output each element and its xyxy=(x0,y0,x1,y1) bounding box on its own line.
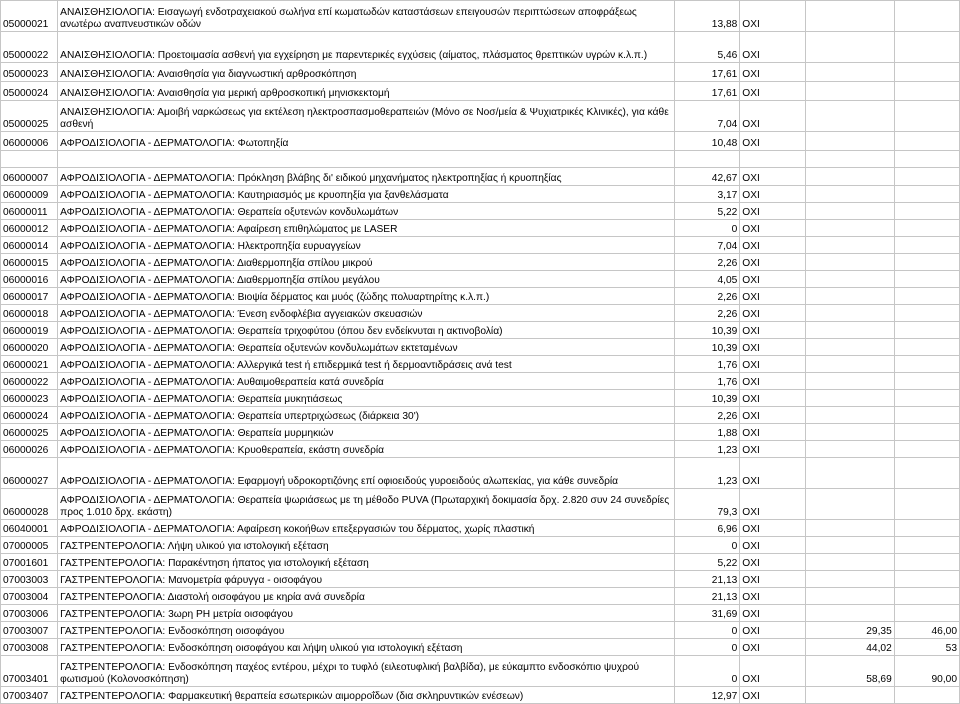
description-cell[interactable]: ΓΑΣΤΡΕΝΤΕΡΟΛΟΓΙΑ: Φαρμακευτική θεραπεία εσωτερικών αιμορροΐδων (δια σκληρυντικών ενέσεων) xyxy=(58,687,675,704)
description-cell[interactable]: ΑΝΑΙΣΘΗΣΙΟΛΟΓΙΑ: Αμοιβή ναρκώσεως για εκτέλεση ηλεκτροσπασμοθεραπειών (Μόνο σε Νοσ/μεία & Ψυχιατρικές Κλινικές), για κάθε ασθενή xyxy=(58,101,675,132)
description-cell[interactable]: ΑΦΡΟΔΙΣΙΟΛΟΓΙΑ - ΔΕΡΜΑΤΟΛΟΓΙΑ: Αλλεργικά test ή επιδερμικά test ή δερμοαντιδράσεις ανά test xyxy=(58,356,675,373)
extra-value-1-cell[interactable] xyxy=(805,339,894,356)
table-row xyxy=(1,356,960,373)
extra-value-1-cell[interactable] xyxy=(805,63,894,82)
table-row xyxy=(1,339,960,356)
price-cell[interactable]: 42,67 xyxy=(675,168,740,186)
flag-cell[interactable]: ΟΧΙ xyxy=(740,254,805,271)
price-cell[interactable]: 21,13 xyxy=(675,588,740,605)
table-row xyxy=(1,101,960,132)
flag-cell[interactable]: ΟΧΙ xyxy=(740,407,805,424)
table-row xyxy=(1,656,960,687)
extra-value-1-cell[interactable] xyxy=(805,407,894,424)
extra-value-2-cell[interactable] xyxy=(894,151,959,168)
flag-cell[interactable]: ΟΧΙ xyxy=(740,82,805,101)
code-cell[interactable]: 07003008 xyxy=(1,639,58,656)
code-cell[interactable]: 07001601 xyxy=(1,554,58,571)
price-cell[interactable]: 1,76 xyxy=(675,373,740,390)
price-cell[interactable]: 31,69 xyxy=(675,605,740,622)
extra-value-2-cell[interactable] xyxy=(894,407,959,424)
code-cell[interactable]: 06000023 xyxy=(1,390,58,407)
extra-value-1-cell[interactable] xyxy=(805,554,894,571)
extra-value-1-cell[interactable] xyxy=(805,390,894,407)
table-row xyxy=(1,639,960,656)
extra-value-1-cell[interactable] xyxy=(805,32,894,63)
extra-value-2-cell[interactable] xyxy=(894,254,959,271)
flag-cell[interactable]: ΟΧΙ xyxy=(740,101,805,132)
extra-value-1-cell[interactable] xyxy=(805,373,894,390)
flag-cell[interactable]: ΟΧΙ xyxy=(740,203,805,220)
table-row xyxy=(1,186,960,203)
extra-value-2-cell[interactable] xyxy=(894,424,959,441)
extra-value-2-cell[interactable] xyxy=(894,271,959,288)
price-cell[interactable]: 10,39 xyxy=(675,390,740,407)
description-cell[interactable]: ΑΦΡΟΔΙΣΙΟΛΟΓΙΑ - ΔΕΡΜΑΤΟΛΟΓΙΑ: Εφαρμογή υδροκορτιζόνης επί οφιοειδούς γυροειδούς αλωπεκίας, για κάθε συνεδρία xyxy=(58,458,675,489)
extra-value-1-cell[interactable]: 58,69 xyxy=(805,656,894,687)
price-cell[interactable]: 1,76 xyxy=(675,356,740,373)
flag-cell[interactable] xyxy=(740,151,805,168)
code-cell[interactable]: 05000023 xyxy=(1,63,58,82)
extra-value-2-cell[interactable] xyxy=(894,687,959,704)
description-cell[interactable]: ΑΝΑΙΣΘΗΣΙΟΛΟΓΙΑ: Αναισθησία για μερική αρθροσκοπική μηνισκεκτομή xyxy=(58,82,675,101)
extra-value-1-cell[interactable] xyxy=(805,271,894,288)
price-cell[interactable]: 2,26 xyxy=(675,407,740,424)
flag-cell[interactable]: ΟΧΙ xyxy=(740,168,805,186)
table-row xyxy=(1,441,960,458)
flag-cell[interactable]: ΟΧΙ xyxy=(740,32,805,63)
table-row xyxy=(1,489,960,520)
code-cell[interactable]: 06000025 xyxy=(1,424,58,441)
price-cell[interactable]: 3,17 xyxy=(675,186,740,203)
table-row xyxy=(1,305,960,322)
flag-cell[interactable]: ΟΧΙ xyxy=(740,588,805,605)
extra-value-2-cell[interactable] xyxy=(894,489,959,520)
description-cell[interactable]: ΑΦΡΟΔΙΣΙΟΛΟΓΙΑ - ΔΕΡΜΑΤΟΛΟΓΙΑ: Κρυοθεραπεία, εκάστη συνεδρία xyxy=(58,441,675,458)
extra-value-1-cell[interactable] xyxy=(805,288,894,305)
description-cell[interactable]: ΑΦΡΟΔΙΣΙΟΛΟΓΙΑ - ΔΕΡΜΑΤΟΛΟΓΙΑ: Διαθερμοπηξία σπίλου μικρού xyxy=(58,254,675,271)
extra-value-2-cell[interactable]: 46,00 xyxy=(894,622,959,639)
flag-cell[interactable]: ΟΧΙ xyxy=(740,458,805,489)
extra-value-1-cell[interactable] xyxy=(805,489,894,520)
table-row xyxy=(1,168,960,186)
extra-value-2-cell[interactable] xyxy=(894,520,959,537)
price-cell[interactable]: 5,22 xyxy=(675,203,740,220)
price-cell[interactable]: 6,96 xyxy=(675,520,740,537)
table-row xyxy=(1,220,960,237)
flag-cell[interactable]: ΟΧΙ xyxy=(740,554,805,571)
code-cell[interactable]: 06000018 xyxy=(1,305,58,322)
table-row xyxy=(1,588,960,605)
flag-cell[interactable]: ΟΧΙ xyxy=(740,220,805,237)
table-row xyxy=(1,554,960,571)
price-cell[interactable]: 7,04 xyxy=(675,101,740,132)
price-cell[interactable]: 2,26 xyxy=(675,288,740,305)
code-cell[interactable]: 06000011 xyxy=(1,203,58,220)
price-cell[interactable]: 10,39 xyxy=(675,322,740,339)
extra-value-2-cell[interactable] xyxy=(894,605,959,622)
price-cell[interactable] xyxy=(675,151,740,168)
code-cell[interactable]: 06000017 xyxy=(1,288,58,305)
extra-value-1-cell[interactable] xyxy=(805,1,894,32)
code-cell[interactable]: 07000005 xyxy=(1,537,58,554)
flag-cell[interactable]: ΟΧΙ xyxy=(740,356,805,373)
extra-value-1-cell[interactable] xyxy=(805,687,894,704)
flag-cell[interactable]: ΟΧΙ xyxy=(740,639,805,656)
flag-cell[interactable]: ΟΧΙ xyxy=(740,622,805,639)
extra-value-2-cell[interactable] xyxy=(894,186,959,203)
table-row xyxy=(1,520,960,537)
code-cell[interactable]: 06000009 xyxy=(1,186,58,203)
extra-value-2-cell[interactable] xyxy=(894,237,959,254)
description-cell[interactable]: ΑΦΡΟΔΙΣΙΟΛΟΓΙΑ - ΔΕΡΜΑΤΟΛΟΓΙΑ: Θεραπεία ψωριάσεως με τη μέθοδο PUVA (Πρωταρχική δοκιμασία δρχ. 2.820 συν 24 συνεδρίες προς 1.010 δρχ. εκάστη) xyxy=(58,489,675,520)
extra-value-2-cell[interactable] xyxy=(894,305,959,322)
price-cell[interactable]: 4,05 xyxy=(675,271,740,288)
flag-cell[interactable]: ΟΧΙ xyxy=(740,390,805,407)
description-cell[interactable]: ΑΦΡΟΔΙΣΙΟΛΟΓΙΑ - ΔΕΡΜΑΤΟΛΟΓΙΑ: Αφαίρεση κοκοήθων επεξεργασιών του δέρματος, χωρίς πλαστική xyxy=(58,520,675,537)
table-row xyxy=(1,571,960,588)
code-cell[interactable] xyxy=(1,151,58,168)
code-cell[interactable]: 06000026 xyxy=(1,441,58,458)
extra-value-1-cell[interactable] xyxy=(805,305,894,322)
flag-cell[interactable]: ΟΧΙ xyxy=(740,288,805,305)
flag-cell[interactable]: ΟΧΙ xyxy=(740,687,805,704)
code-cell[interactable]: 07003003 xyxy=(1,571,58,588)
description-cell[interactable]: ΑΦΡΟΔΙΣΙΟΛΟΓΙΑ - ΔΕΡΜΑΤΟΛΟΓΙΑ: Θεραπεία οξυτενών κονδυλωμάτων xyxy=(58,203,675,220)
flag-cell[interactable]: ΟΧΙ xyxy=(740,605,805,622)
description-cell[interactable]: ΑΦΡΟΔΙΣΙΟΛΟΓΙΑ - ΔΕΡΜΑΤΟΛΟΓΙΑ: Θεραπεία μυρμηκιών xyxy=(58,424,675,441)
extra-value-1-cell[interactable]: 44,02 xyxy=(805,639,894,656)
price-cell[interactable]: 7,04 xyxy=(675,237,740,254)
table-row xyxy=(1,458,960,489)
code-cell[interactable]: 06000028 xyxy=(1,489,58,520)
flag-cell[interactable]: ΟΧΙ xyxy=(740,63,805,82)
description-cell[interactable]: ΓΑΣΤΡΕΝΤΕΡΟΛΟΓΙΑ: Μανομετρία φάρυγγα - οισοφάγου xyxy=(58,571,675,588)
flag-cell[interactable]: ΟΧΙ xyxy=(740,305,805,322)
code-cell[interactable]: 06000006 xyxy=(1,132,58,151)
extra-value-1-cell[interactable] xyxy=(805,203,894,220)
price-cell[interactable]: 0 xyxy=(675,537,740,554)
extra-value-2-cell[interactable] xyxy=(894,458,959,489)
code-cell[interactable]: 05000024 xyxy=(1,82,58,101)
extra-value-1-cell[interactable] xyxy=(805,322,894,339)
table-row xyxy=(1,322,960,339)
description-cell[interactable]: ΑΦΡΟΔΙΣΙΟΛΟΓΙΑ - ΔΕΡΜΑΤΟΛΟΓΙΑ: Θεραπεία οξυτενών κονδυλωμάτων εκτεταμένων xyxy=(58,339,675,356)
extra-value-2-cell[interactable] xyxy=(894,339,959,356)
code-cell[interactable]: 06000016 xyxy=(1,271,58,288)
price-cell[interactable]: 10,39 xyxy=(675,339,740,356)
table-row xyxy=(1,254,960,271)
price-cell[interactable]: 5,46 xyxy=(675,32,740,63)
code-cell[interactable]: 06000022 xyxy=(1,373,58,390)
extra-value-1-cell[interactable] xyxy=(805,168,894,186)
code-cell[interactable]: 06000027 xyxy=(1,458,58,489)
price-cell[interactable]: 17,61 xyxy=(675,63,740,82)
code-cell[interactable]: 06000012 xyxy=(1,220,58,237)
extra-value-2-cell[interactable]: 90,00 xyxy=(894,656,959,687)
extra-value-2-cell[interactable] xyxy=(894,288,959,305)
extra-value-2-cell[interactable] xyxy=(894,441,959,458)
flag-cell[interactable]: ΟΧΙ xyxy=(740,571,805,588)
code-cell[interactable]: 07003407 xyxy=(1,687,58,704)
price-cell[interactable]: 0 xyxy=(675,622,740,639)
code-cell[interactable]: 07003007 xyxy=(1,622,58,639)
price-cell[interactable]: 10,48 xyxy=(675,132,740,151)
extra-value-1-cell[interactable] xyxy=(805,186,894,203)
extra-value-1-cell[interactable] xyxy=(805,132,894,151)
flag-cell[interactable]: ΟΧΙ xyxy=(740,237,805,254)
price-cell[interactable]: 21,13 xyxy=(675,571,740,588)
extra-value-1-cell[interactable] xyxy=(805,220,894,237)
spreadsheet-body xyxy=(1,1,960,704)
table-row xyxy=(1,237,960,254)
extra-value-2-cell[interactable] xyxy=(894,132,959,151)
price-cell[interactable]: 12,97 xyxy=(675,687,740,704)
table-row xyxy=(1,605,960,622)
flag-cell[interactable]: ΟΧΙ xyxy=(740,424,805,441)
description-cell[interactable]: ΑΝΑΙΣΘΗΣΙΟΛΟΓΙΑ: Εισαγωγή ενδοτραχειακού σωλήνα επί κωματωδών καταστάσεων επειγουσών περιπτώσεων αποφράξεως ανωτέρω αναπνευστικών οδών xyxy=(58,1,675,32)
code-cell[interactable]: 07003004 xyxy=(1,588,58,605)
extra-value-2-cell[interactable] xyxy=(894,101,959,132)
price-cell[interactable]: 1,88 xyxy=(675,424,740,441)
code-cell[interactable]: 05000022 xyxy=(1,32,58,63)
table-row xyxy=(1,622,960,639)
code-cell[interactable]: 06000021 xyxy=(1,356,58,373)
extra-value-2-cell[interactable] xyxy=(894,32,959,63)
table-row xyxy=(1,132,960,151)
description-cell[interactable]: ΑΦΡΟΔΙΣΙΟΛΟΓΙΑ - ΔΕΡΜΑΤΟΛΟΓΙΑ: Καυτηριασμός με κρυοπηξία για ξανθελάσματα xyxy=(58,186,675,203)
flag-cell[interactable]: ΟΧΙ xyxy=(740,441,805,458)
extra-value-2-cell[interactable] xyxy=(894,63,959,82)
table-row xyxy=(1,1,960,32)
extra-value-2-cell[interactable] xyxy=(894,588,959,605)
table-row xyxy=(1,373,960,390)
extra-value-1-cell[interactable] xyxy=(805,458,894,489)
table-row xyxy=(1,537,960,554)
extra-value-1-cell[interactable] xyxy=(805,605,894,622)
code-cell[interactable]: 06000019 xyxy=(1,322,58,339)
price-cell[interactable]: 5,22 xyxy=(675,554,740,571)
flag-cell[interactable]: ΟΧΙ xyxy=(740,373,805,390)
price-cell[interactable]: 1,23 xyxy=(675,441,740,458)
description-cell[interactable]: ΑΦΡΟΔΙΣΙΟΛΟΓΙΑ - ΔΕΡΜΑΤΟΛΟΓΙΑ: Θεραπεία τριχοφύτου (όπου δεν ενδείκνυται η ακτινοβολία) xyxy=(58,322,675,339)
table-row xyxy=(1,271,960,288)
extra-value-1-cell[interactable] xyxy=(805,424,894,441)
flag-cell[interactable]: ΟΧΙ xyxy=(740,520,805,537)
flag-cell[interactable]: ΟΧΙ xyxy=(740,271,805,288)
description-cell[interactable]: ΑΦΡΟΔΙΣΙΟΛΟΓΙΑ - ΔΕΡΜΑΤΟΛΟΓΙΑ: Αυθαιμοθεραπεία κατά συνεδρία xyxy=(58,373,675,390)
extra-value-2-cell[interactable] xyxy=(894,322,959,339)
flag-cell[interactable]: ΟΧΙ xyxy=(740,322,805,339)
extra-value-2-cell[interactable] xyxy=(894,571,959,588)
description-cell[interactable]: ΑΦΡΟΔΙΣΙΟΛΟΓΙΑ - ΔΕΡΜΑΤΟΛΟΓΙΑ: Διαθερμοπηξία σπίλου μεγάλου xyxy=(58,271,675,288)
table-row xyxy=(1,82,960,101)
table-row xyxy=(1,203,960,220)
description-cell[interactable]: ΑΦΡΟΔΙΣΙΟΛΟΓΙΑ - ΔΕΡΜΑΤΟΛΟΓΙΑ: Βιοψία δέρματος και μυός (ζώδης πολυαρτηρίτης κ.λ.π.) xyxy=(58,288,675,305)
description-cell[interactable]: ΓΑΣΤΡΕΝΤΕΡΟΛΟΓΙΑ: Λήψη υλικού για ιστολογική εξέταση xyxy=(58,537,675,554)
flag-cell[interactable]: ΟΧΙ xyxy=(740,1,805,32)
extra-value-1-cell[interactable] xyxy=(805,588,894,605)
code-cell[interactable]: 06000024 xyxy=(1,407,58,424)
description-cell[interactable]: ΑΦΡΟΔΙΣΙΟΛΟΓΙΑ - ΔΕΡΜΑΤΟΛΟΓΙΑ: Ηλεκτροπηξία ευρυαγγείων xyxy=(58,237,675,254)
extra-value-2-cell[interactable] xyxy=(894,203,959,220)
extra-value-1-cell[interactable] xyxy=(805,82,894,101)
extra-value-1-cell[interactable] xyxy=(805,571,894,588)
extra-value-2-cell[interactable] xyxy=(894,220,959,237)
description-cell[interactable]: ΑΝΑΙΣΘΗΣΙΟΛΟΓΙΑ: Προετοιμασία ασθενή για εγχείρηση με παρεντερικές εγχύσεις (αίματος, πλάσματος θρεπτικών υγρών κ.λ.π.) xyxy=(58,32,675,63)
description-cell[interactable]: ΑΦΡΟΔΙΣΙΟΛΟΓΙΑ - ΔΕΡΜΑΤΟΛΟΓΙΑ: Θεραπεία μυκητιάσεως xyxy=(58,390,675,407)
table-row xyxy=(1,63,960,82)
extra-value-1-cell[interactable] xyxy=(805,537,894,554)
extra-value-2-cell[interactable] xyxy=(894,537,959,554)
description-cell[interactable]: ΑΦΡΟΔΙΣΙΟΛΟΓΙΑ - ΔΕΡΜΑΤΟΛΟΓΙΑ: Πρόκληση βλάβης δι' ειδικού μηχανήματος ηλεκτροπηξίας ή κρυοπηξίας xyxy=(58,168,675,186)
code-cell[interactable]: 06040001 xyxy=(1,520,58,537)
extra-value-1-cell[interactable]: 29,35 xyxy=(805,622,894,639)
code-cell[interactable]: 07003401 xyxy=(1,656,58,687)
description-cell[interactable]: ΑΝΑΙΣΘΗΣΙΟΛΟΓΙΑ: Αναισθησία για διαγνωστική αρθροσκόπηση xyxy=(58,63,675,82)
description-cell[interactable]: ΓΑΣΤΡΕΝΤΕΡΟΛΟΓΙΑ: Ενδοσκόπηση οισοφάγου και λήψη υλικού για ιστολογική εξέταση xyxy=(58,639,675,656)
extra-value-2-cell[interactable] xyxy=(894,356,959,373)
price-cell[interactable]: 13,88 xyxy=(675,1,740,32)
extra-value-1-cell[interactable] xyxy=(805,520,894,537)
extra-value-1-cell[interactable] xyxy=(805,441,894,458)
description-cell[interactable]: ΑΦΡΟΔΙΣΙΟΛΟΓΙΑ - ΔΕΡΜΑΤΟΛΟΓΙΑ: Φωτοπηξία xyxy=(58,132,675,151)
table-row xyxy=(1,407,960,424)
description-cell[interactable]: ΑΦΡΟΔΙΣΙΟΛΟΓΙΑ - ΔΕΡΜΑΤΟΛΟΓΙΑ: Ένεση ενδοφλέβια αγγειακών σκευασιών xyxy=(58,305,675,322)
description-cell[interactable]: ΓΑΣΤΡΕΝΤΕΡΟΛΟΓΙΑ: Διαστολή οισοφάγου με κηρία ανά συνεδρία xyxy=(58,588,675,605)
code-cell[interactable]: 06000015 xyxy=(1,254,58,271)
price-cell[interactable]: 79,3 xyxy=(675,489,740,520)
blank-row xyxy=(1,151,960,168)
price-cell[interactable]: 2,26 xyxy=(675,305,740,322)
flag-cell[interactable]: ΟΧΙ xyxy=(740,339,805,356)
flag-cell[interactable]: ΟΧΙ xyxy=(740,537,805,554)
extra-value-1-cell[interactable] xyxy=(805,356,894,373)
code-cell[interactable]: 06000007 xyxy=(1,168,58,186)
price-cell[interactable]: 1,23 xyxy=(675,458,740,489)
description-cell[interactable]: ΓΑΣΤΡΕΝΤΕΡΟΛΟΓΙΑ: 3ωρη PH μετρία οισοφάγου xyxy=(58,605,675,622)
flag-cell[interactable]: ΟΧΙ xyxy=(740,656,805,687)
code-cell[interactable]: 07003006 xyxy=(1,605,58,622)
flag-cell[interactable]: ΟΧΙ xyxy=(740,186,805,203)
table-row xyxy=(1,687,960,704)
extra-value-1-cell[interactable] xyxy=(805,254,894,271)
price-cell[interactable]: 2,26 xyxy=(675,254,740,271)
price-cell[interactable]: 17,61 xyxy=(675,82,740,101)
code-cell[interactable]: 06000014 xyxy=(1,237,58,254)
description-cell[interactable] xyxy=(58,151,675,168)
description-cell[interactable]: ΓΑΣΤΡΕΝΤΕΡΟΛΟΓΙΑ: Ενδοσκόπηση οισοφάγου xyxy=(58,622,675,639)
table-row xyxy=(1,288,960,305)
table-row xyxy=(1,32,960,63)
code-cell[interactable]: 05000025 xyxy=(1,101,58,132)
description-cell[interactable]: ΑΦΡΟΔΙΣΙΟΛΟΓΙΑ - ΔΕΡΜΑΤΟΛΟΓΙΑ: Αφαίρεση επιθηλώματος με LASER xyxy=(58,220,675,237)
extra-value-2-cell[interactable] xyxy=(894,373,959,390)
extra-value-2-cell[interactable] xyxy=(894,168,959,186)
extra-value-2-cell[interactable] xyxy=(894,554,959,571)
table-row xyxy=(1,390,960,407)
extra-value-2-cell[interactable] xyxy=(894,82,959,101)
price-cell[interactable]: 0 xyxy=(675,220,740,237)
price-cell[interactable]: 0 xyxy=(675,639,740,656)
table-row xyxy=(1,424,960,441)
extra-value-1-cell[interactable] xyxy=(805,101,894,132)
flag-cell[interactable]: ΟΧΙ xyxy=(740,132,805,151)
flag-cell[interactable]: ΟΧΙ xyxy=(740,489,805,520)
code-cell[interactable]: 06000020 xyxy=(1,339,58,356)
extra-value-2-cell[interactable]: 53 xyxy=(894,639,959,656)
extra-value-2-cell[interactable] xyxy=(894,1,959,32)
extra-value-1-cell[interactable] xyxy=(805,151,894,168)
extra-value-2-cell[interactable] xyxy=(894,390,959,407)
description-cell[interactable]: ΑΦΡΟΔΙΣΙΟΛΟΓΙΑ - ΔΕΡΜΑΤΟΛΟΓΙΑ: Θεραπεία υπερτριχώσεως (διάρκεια 30') xyxy=(58,407,675,424)
description-cell[interactable]: ΓΑΣΤΡΕΝΤΕΡΟΛΟΓΙΑ: Παρακέντηση ήπατος για ιστολογική εξέταση xyxy=(58,554,675,571)
price-cell[interactable]: 0 xyxy=(675,656,740,687)
code-cell[interactable]: 05000021 xyxy=(1,1,58,32)
description-cell[interactable]: ΓΑΣΤΡΕΝΤΕΡΟΛΟΓΙΑ: Ενδοσκόπηση παχέος εντέρου, μέχρι το τυφλό (ειλεοτυφλική βαλβίδα), με εύκαμπτο ενδοσκόπιο ψυχρού φωτισμού (Κολονοσκόπηση) xyxy=(58,656,675,687)
extra-value-1-cell[interactable] xyxy=(805,237,894,254)
